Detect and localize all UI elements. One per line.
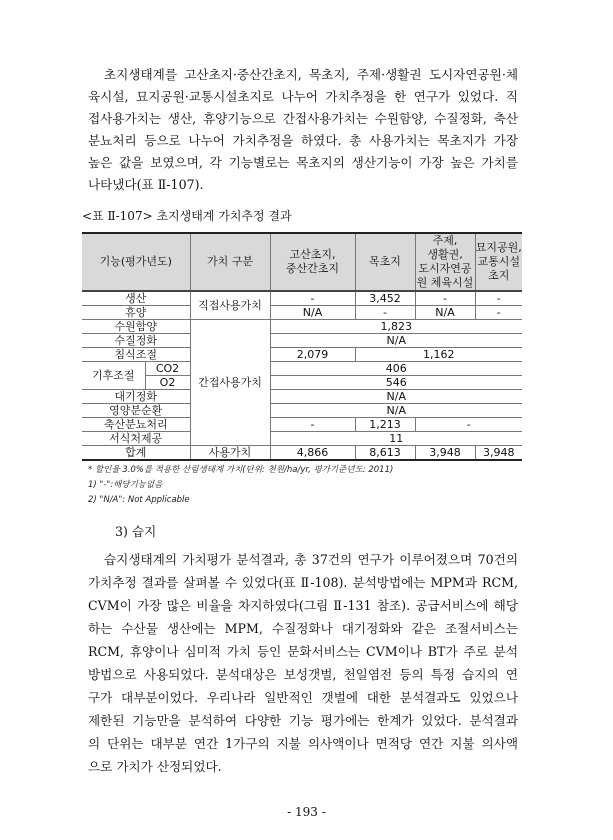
row-label: 서식처제공 <box>82 432 190 446</box>
note: 2) "N/A": Not Applicable <box>88 495 190 505</box>
cell: 3,452 <box>355 291 415 306</box>
table-row <box>82 404 522 418</box>
cell: - <box>475 291 522 306</box>
row-label: 생산 <box>82 291 190 306</box>
text-line: 초지생태계를 고산초지·중산간초지, 목초지, 주제·생활권 도시자연공원·체 <box>104 67 518 82</box>
section-heading: 3) 습지 <box>115 524 157 539</box>
row-label: 영양분순환 <box>82 404 190 418</box>
cell: - <box>270 418 355 432</box>
table-row <box>82 306 522 320</box>
table-row <box>82 291 522 306</box>
cell: N/A <box>270 334 522 348</box>
row-label: 휴양 <box>82 306 190 320</box>
text-line: 접사용가치는 생산, 휴양기능으로 간접사용가치는 수원함양, 수질정화, 축산 <box>88 111 518 126</box>
grassland-value-table <box>82 232 522 461</box>
text-line: 방법으로 사용되었다. 분석대상은 보성갯벌, 천일염전 등의 특정 습지의 연 <box>88 667 518 682</box>
table-row <box>82 348 522 362</box>
table-row <box>82 418 522 432</box>
cell: - <box>270 291 355 306</box>
cell: 406 <box>270 362 522 376</box>
cell: 1,213 <box>355 418 415 432</box>
table-row <box>82 320 522 334</box>
text-line: 의 단위는 대부분 연간 1가구의 지불 의사액이나 면적당 연간 지불 의사액 <box>88 736 518 751</box>
text-line: RCM, 휴양이나 심미적 가치 등인 문화서비스는 CVM이나 BT가 주로 분석 <box>88 644 518 659</box>
header-pasture: 목초지 <box>355 233 415 291</box>
row-label: 대기정화 <box>82 390 190 404</box>
table-row <box>82 376 522 390</box>
table-notes <box>88 463 613 508</box>
text-line: 높은 값을 보였으며, 각 기능별로는 목초지의 생산기능이 가장 높은 가치를 <box>88 155 518 170</box>
table-row <box>82 334 522 348</box>
cell: 11 <box>270 432 522 446</box>
row-label: 침식조절 <box>82 348 190 362</box>
text-line: CVM이 가장 많은 비율을 차지하였다(그림 Ⅱ-131 참조). 공급서비스에 해당 <box>88 598 518 613</box>
group-direct-use: 직접사용가치 <box>190 291 270 320</box>
cell: N/A <box>415 306 475 320</box>
text-line: 가치추정 결과를 살펴볼 수 있었다(표 Ⅱ-108). 분석방법에는 MPM과 RCM, <box>88 575 518 590</box>
text-line: 으로 가치가 산정되었다. <box>88 759 222 774</box>
paragraph-grassland <box>88 64 518 196</box>
paragraph-wetland <box>88 548 518 778</box>
text-line: 습지생태계의 가치평가 분석결과, 총 37건의 연구가 이루어졌으며 70건의 <box>104 552 518 567</box>
note: 1) "-":해당기능없음 <box>88 480 163 490</box>
header-cemetery: 묘지공원, 교통시설초지 <box>475 233 522 291</box>
row-label: 수원함양 <box>82 320 190 334</box>
note: * 할인율 3.0%를 적용한 산림생태계 가치(단위: 천원/ha/yr, 평가기준년도: 2011) <box>88 465 394 475</box>
cell: N/A <box>270 306 355 320</box>
header-function: 기능(평가년도) <box>82 233 190 291</box>
cell: 8,613 <box>355 446 415 461</box>
cell: 2,079 <box>270 348 355 362</box>
text-line: 나타냈다(표 Ⅱ-107). <box>88 177 204 192</box>
row-label: 합계 <box>82 446 190 461</box>
cell: 사용가치 <box>190 446 270 461</box>
table-caption: <표 Ⅱ-107> 초지생태계 가치추정 결과 <box>82 209 292 223</box>
table-header-row <box>82 233 522 291</box>
text-line: 구가 대부분이었다. 우리나라 일반적인 갯벌에 대한 분석결과도 있었으나 <box>88 690 518 705</box>
row-label: 축산분뇨처리 <box>82 418 190 432</box>
text-line: 제한된 기능만을 분석하여 다양한 기능 평가에는 한계가 있었다. 분석결과 <box>88 713 518 728</box>
row-sublabel: CO2 <box>145 362 190 376</box>
cell: 546 <box>270 376 522 390</box>
cell: N/A <box>270 404 522 418</box>
text-line: 분뇨처리 등으로 나누어 가치추정을 하였다. 총 사용가치는 목초지가 가장 <box>88 133 518 148</box>
page-number: - 193 - <box>287 805 326 819</box>
cell: - <box>355 306 415 320</box>
text-line: 육시설, 묘지공원·교통시설초지로 나누어 가치추정을 한 연구가 있었다. 직 <box>88 89 518 104</box>
cell: 1,823 <box>270 320 522 334</box>
cell: 4,866 <box>270 446 355 461</box>
group-indirect-use: 간접사용가치 <box>190 320 270 446</box>
row-label-climate: 기후조절 <box>82 362 145 390</box>
table-row <box>82 390 522 404</box>
cell: 3,948 <box>475 446 522 461</box>
cell: N/A <box>270 390 522 404</box>
table-row-total <box>82 446 522 461</box>
header-value-type: 가치 구분 <box>190 233 270 291</box>
table-row <box>82 432 522 446</box>
cell: - <box>475 306 522 320</box>
cell: - <box>415 418 522 432</box>
header-urban-park: 주제, 생활권, 도시자연공원 체육시설 <box>416 234 474 289</box>
header-alpine: 고산초지, 중산간초지 <box>270 233 355 291</box>
cell: - <box>415 291 475 306</box>
text-line: 하는 수산물 생산에는 MPM, 수질정화나 대기정화와 같은 조절서비스는 <box>88 621 518 636</box>
cell: 3,948 <box>415 446 475 461</box>
table-row <box>82 362 522 376</box>
row-sublabel: O2 <box>145 376 190 390</box>
cell: 1,162 <box>355 348 522 362</box>
row-label: 수질정화 <box>82 334 190 348</box>
